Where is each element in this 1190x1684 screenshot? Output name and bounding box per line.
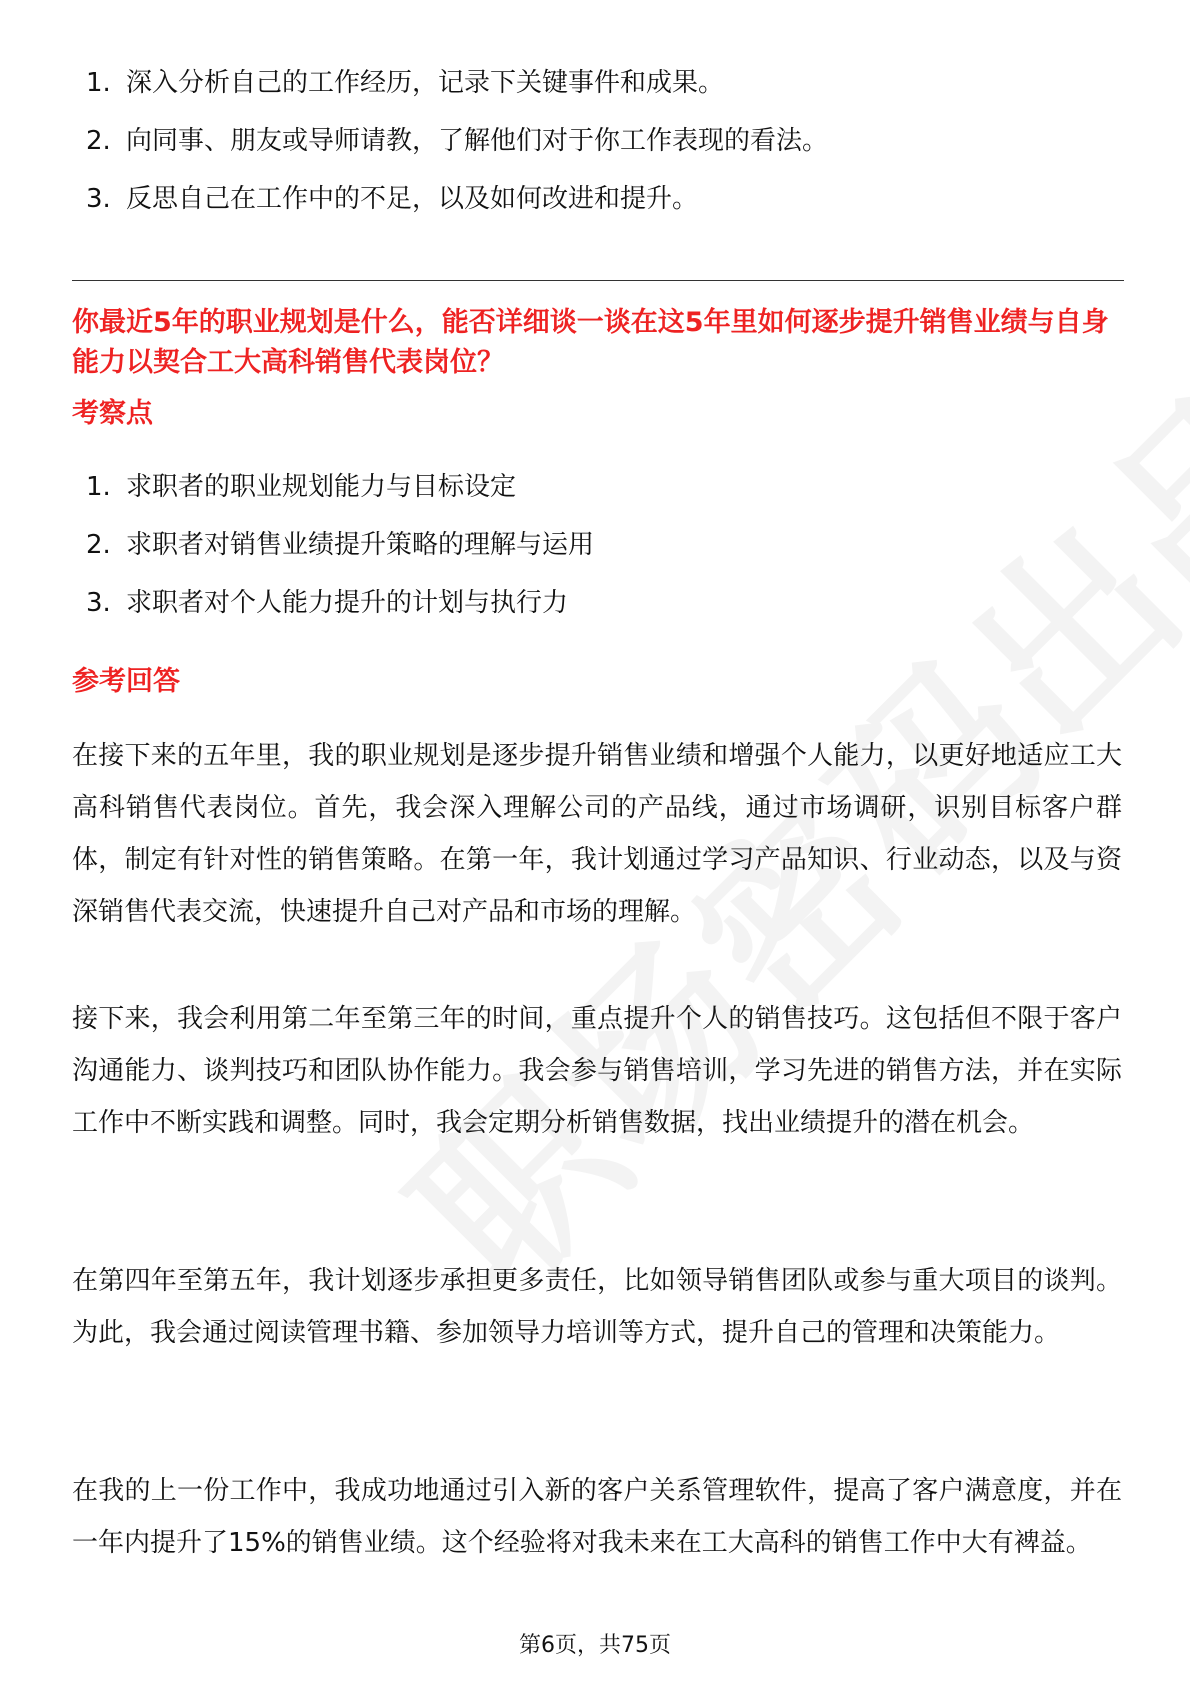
list-item-text: 向同事、朋友或导师请教，了解他们对于你工作表现的看法。 <box>126 126 829 156</box>
interview-question: 你最近5年的职业规划是什么，能否详细谈一谈在这5年里如何逐步提升销售业绩与自身能力以契合工大高科销售代表岗位？ <box>72 307 1109 378</box>
list-item-number: 3. <box>86 588 111 618</box>
list-item-number: 1. <box>86 68 111 98</box>
answer-paragraph: 在第四年至第五年，我计划逐步承担更多责任，比如领导销售团队或参与重大项目的谈判。为此，我会通过阅读管理书籍、参加领导力培训等方式，提升自己的管理和决策能力。 <box>72 1266 1122 1348</box>
list-item-text: 求职者的职业规划能力与目标设定 <box>126 472 517 502</box>
list-item <box>86 182 828 240</box>
list-item <box>86 470 594 528</box>
answer-heading: 参考回答 <box>72 666 180 697</box>
points-heading: 考察点 <box>72 398 153 429</box>
answer-paragraph: 在我的上一份工作中，我成功地通过引入新的客户关系管理软件，提高了客户满意度，并在一年内提升了15%的销售业绩。这个经验将对我未来在工大高科的销售工作中大有裨益。 <box>72 1476 1122 1558</box>
list-item-number: 1. <box>86 472 111 502</box>
list-item-number: 2. <box>86 126 111 156</box>
list-item-text: 深入分析自己的工作经历，记录下关键事件和成果。 <box>126 68 725 98</box>
reflection-list <box>86 66 828 240</box>
list-item <box>86 586 594 644</box>
assessment-points-list <box>86 470 594 644</box>
answer-paragraph: 在接下来的五年里，我的职业规划是逐步提升销售业绩和增强个人能力，以更好地适应工大高科销售代表岗位。首先，我会深入理解公司的产品线，通过市场调研，识别目标客户群体，制定有针对性的销售策略。在第一年，我计划通过学习产品知识、行业动态，以及与资深销售代表交流，快速提升自己对产品和市场的理解。 <box>72 741 1122 927</box>
list-item-number: 2. <box>86 530 111 560</box>
answer-paragraph: 接下来，我会利用第二年至第三年的时间，重点提升个人的销售技巧。这包括但不限于客户沟通能力、谈判技巧和团队协作能力。我会参与销售培训，学习先进的销售方法，并在实际工作中不断实践和调整。同时，我会定期分析销售数据，找出业绩提升的潜在机会。 <box>72 1004 1122 1138</box>
list-item-number: 3. <box>86 184 111 214</box>
list-item <box>86 528 594 586</box>
list-item-text: 求职者对个人能力提升的计划与执行力 <box>126 588 569 618</box>
list-item-text: 反思自己在工作中的不足，以及如何改进和提升。 <box>126 184 699 214</box>
list-item-text: 求职者对销售业绩提升策略的理解与运用 <box>126 530 595 560</box>
list-item <box>86 66 828 124</box>
list-item <box>86 124 828 182</box>
section-divider <box>72 280 1124 281</box>
page-number: 第6页，共75页 <box>519 1633 671 1658</box>
